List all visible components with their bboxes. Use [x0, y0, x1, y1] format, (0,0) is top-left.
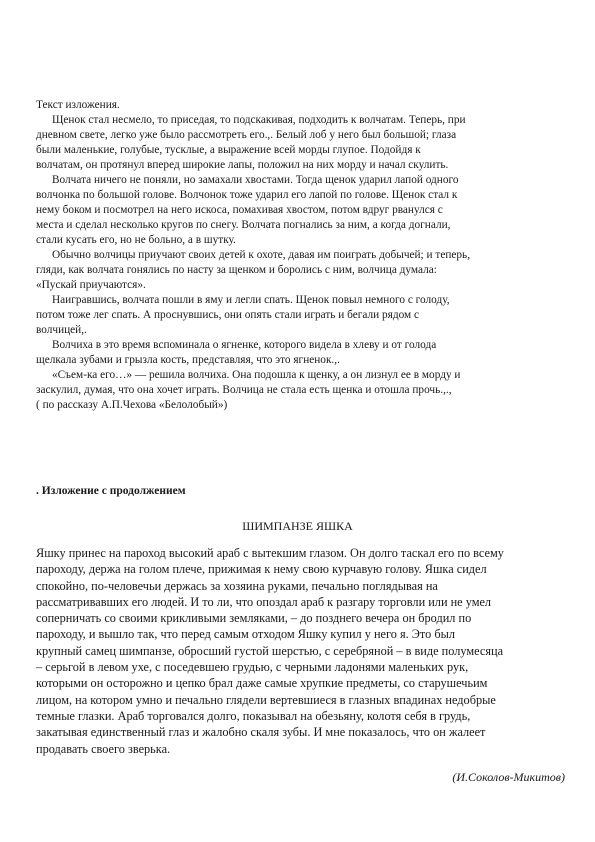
section-heading: . Изложение с продолжением [36, 485, 186, 497]
paragraph-4: Наигравшись, волчата пошли в яму и легли спать. Щенок повыл немного с голоду, потом тоже лег спать. А проснувшись, они опять стали играть и бегали рядом с волчицей,. [36, 294, 450, 336]
paragraph-5: Волчиха в это время вспоминала о ягненке, которого видела в хлеву и от голода щелкала зубами и грызла кость, представляя, что это ягненок.,. [36, 339, 437, 366]
story-title: ШИМПАНЗЕ ЯШКА [242, 519, 353, 533]
paragraph-6: «Съем-ка его…» — решила волчиха. Она подошла к щенку, а он лизнул ее в морду и заскулил, думая, что она хочет играть. Волчица не стала есть щенка и отошла прочь.,., [36, 369, 461, 396]
paragraph-3: Обычно волчицы приучают своих детей к охоте, давая им поиграть добычей; и теперь, гляди, как волчата гонялись по насту за щенком и боролись с ним, волчица думала: «Пускай приучаются». [36, 249, 471, 291]
retelling-text-section [36, 98, 566, 413]
section-label: Текст изложения. [36, 99, 120, 111]
paragraph-1: Щенок стал несмело, то приседая, то подскакивая, подходить к волчатам. Теперь, при дневном свете, легко уже было рассмотреть его.,. Белый лоб у него был большой; глаза были маленькие, голубые, тусклые, а выражение всей морды глупое. Подойдя к волчатам, он протянул вперед широкие лапы, положил на них морду и начал скулить. [36, 114, 466, 171]
paragraph-2: Волчата ничего не поняли, но замахали хвостами. Тогда щенок ударил лапой одного волчонка по большой голове. Волчонок тоже ударил его лапой по голове. Щенок стал к нему боком и посмотрел на него искоса, помахивая хвостом, потом вдруг рванулся с места и сделал несколько кругов по снегу. Волчата погнались за ним, а когда догнали, стали кусать его, но не больно, а в шутку. [36, 174, 459, 246]
story-author: (И.Соколов-Микитов) [452, 770, 565, 784]
story-text: Яшку принес на пароход высокий араб с вытекшим глазом. Он долго таскал его по всему пароходу, держа на голом плече, прижимая к нему свою курчавую голову. Яшка сидел спокойно, по-человечьи держась за хозяина руками, печально поглядывая на рассматривавших его людей. И то ли, что опоздал араб к разгару торговли или не умел соперничать со своими крикливыми земляками, – до позднего вечера он бродил по пароходу, и вышло так, что перед самым отходом Яшку купил у него я. Это был крупный самец шимпанзе, обросший густой шерстью, с серебряной – в виде полумесяца – серьгой в левом ухе, с поседевшею грудью, с черными ладонями маленьких рук, которыми он осторожно и цепко брал даже самые хрупкие предметы, со старушечьим лицом, на котором умно и печально глядели вертевшиеся в глазных впадинах недобрые темные глазки. Араб торговался долго, показывал на обезьяну, колотя себя в грудь, закатывая единственный глаз и жалобно скаля зубы. И мне показалось, что он жалеет продавать своего зверька. [36, 546, 504, 756]
source-attribution: ( по рассказу А.П.Чехова «Белолобый») [36, 399, 228, 411]
